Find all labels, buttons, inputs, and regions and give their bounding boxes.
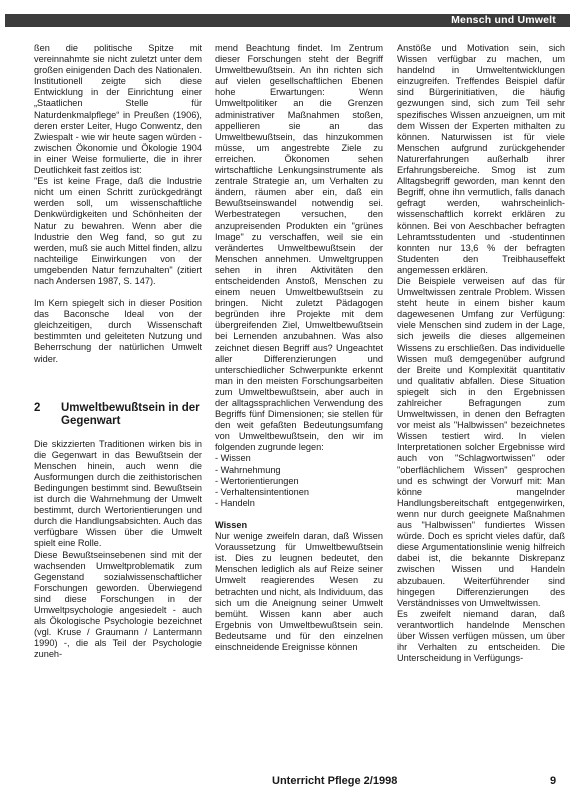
column-3 [397,43,565,664]
list-item: - Wahrnehmung [215,464,281,475]
paragraph: Anstöße und Motivation sein, sich Wissen verfügbar zu machen, um handelnd in Umweltentwicklungen einzugreifen. Treffendes Beispiel dafür sind Bürgerinitiativen, die häufig gezwungen sind, sich zum Teil sehr spezifisches Wissen anzueignen, um mit dem Wissen der Experten mithalten zu können. Naturwissen ist für viele Menschen aufgrund zurückgehender Naturerfahrungen außerhalb ihrer Erfahrungsbereiche. Smog ist zum Alltagsbegriff geworden, man kennt den Begriff, ohne ihn vermutlich, falls danach gefragt werden, wahrscheinlich-wissenschaftlich korrekt erklären zu können. Bei von Aeschbacher befragten Lehramtsstudenten und -studentinnen konnten nur 13,6 % der befragten Studenten den Treibhauseffekt angemessen erklären. [397,43,565,275]
dimension-list [215,453,383,508]
column-1 [34,43,202,661]
paragraph: Im Kern spiegelt sich in dieser Position das Baconsche Ideal von der gleichzeitigen, durch Wissenschaft bestimmten und geleiteten Nutzung und Beherrschung der natürlichen Umwelt wider. [34,298,202,364]
page-number: 9 [550,775,557,787]
list-item: - Wissen [215,453,251,464]
list-item: - Handeln [215,497,255,508]
section-title: Mensch und Umwelt [451,14,556,26]
paragraph: Die skizzierten Traditionen wirken bis in die Gegenwart in das Bewußtsein der Menschen hinein, auch wenn die Ausformungen durch die zeithistorischen Bedingungen bestimmt sind. Bewußtsein ist durch die Wahrnehmung der Umwelt bestimmt, durch Wertorientierungen und durch die Handlungsabsichten. Auch das verfügbare Wissen über die Umwelt spielt eine Rolle. [34,438,202,549]
quote-paragraph: "Es ist keine Frage, daß die Industrie nicht um einen Schritt zurückgedrängt werden soll, um wissenschaftliche Denkwürdigkeiten und Schönheiten der Natur zu bewahren. Wenn aber die Industrie den Weg fand, so gut zu werden, muß sie auch Mittel finden, allzu nachteilige Einwirkungen von der umgebenden Natur fernzuhalten" (zitiert nach Andersen 1987, S. 147). [34,176,202,286]
paragraph: Diese Bewußtseinsebenen sind mit der wachsenden Umweltproblematik zum Gegenstand sozialwissenschaftlicher Forschungen geworden. Überwiegend sind diese Forschungen in der Umweltpsychologie angesiedelt - auch als Ökologische Psychologie bezeichnet (vgl. Kruse / Graumann / Lantermann 1990) -, die als Teil der Psychologie zuneh- [34,549,202,660]
journal-issue: Unterricht Pflege 2/1998 [272,775,398,787]
subheading-wissen: Wissen [215,519,248,530]
paragraph: Die Beispiele verweisen auf das für Umweltwissen zentrale Problem. Wissen steht heute in einem bisher kaum dagewesenen Umfang zur Verfügung: viele Menschen sind zudem in der Lage, sich jeweils die dieses allgemeinen Wissens zu erschließen. Das individuelle Wissen muß demgegenüber aufgrund der Breite und Komplexität quantitativ und qualitativ abfallen. Diese Situation spiegelt sich in den Ergebnissen zahlreicher Befragungen zum Umweltwissen, in denen den Befragten vor meist als "Halbwissen" bezeichnetes Wissen testiert wird. In vielen Interpretationen solcher Ergebnisse wird auch von "Schlagwortwissen" oder "oberflächlichem Wissen" gesprochen und es schwingt der Vorwurf mit: Man könne mangelnder Handlungsbereitschaft entgegenwirken, wenn nur durch geeignete Maßnahmen aus "Halbwissen" fundiertes Wissen würde. Doch es spricht vieles dafür, daß diese Argumentationslinie wenig hilfreich dabei ist, die bekannte Diskrepanz zwischen Wissen und Handeln abzubauen. Weiterführender sind hingegen Differenzierungen des Verständnisses von Umweltwissen. [397,275,565,608]
paragraph: Es zweifelt niemand daran, daß verantwortlich handelnde Menschen über Wissen verfügen müssen, um über ihr Verhalten zu entscheiden. Die Unterscheidung in Verfügungs- [397,608,565,664]
paragraph: ßen die politische Spitze mit vereinnahmte sie nicht zuletzt unter dem großen einigenden Dach des Nationalen. Institutionell zeigte sich diese Entwicklung in der Einrichtung einer „Staatlichen Stelle für Naturdenkmalpflege“ in Preußen (1906), deren erster Leiter, Hugo Conwentz, den Zwiespalt - wie wir heute sagen würden - zwischen Ökonomie und Ökologie 1904 in einer Weise formulierte, die in ihrer Deutlichkeit fast zeitlos ist: [34,43,202,176]
paragraph: Nur wenige zweifeln daran, daß Wissen Voraussetzung für Umweltbewußtsein ist. Dies zu leugnen bedeutet, den Menschen lediglich als auf Reize seiner Umwelt reagierendes Wesen zu betrachten und nicht, als Individuum, das sich um die Aneignung seiner Umwelt bemüht. Wissen kann aber auch Ergebnis von Umweltbewußtsein sein. Bedeutsame und für den einzelnen einschneidende Ereignisse können [215,531,383,652]
section-heading [34,402,202,428]
section-heading-title: Umweltbewußtsein in der Gegenwart [61,401,200,427]
list-item: - Verhaltensintentionen [215,486,309,497]
column-2 [215,43,383,653]
footer [0,775,579,791]
header-band [5,14,570,27]
list-item: - Wertorientierungen [215,475,299,486]
paragraph: mend Beachtung findet. Im Zentrum dieser Forschungen steht der Begriff Umweltbewußtsein. An ihn richten sich auf vielen gesellschaftlichen Ebenen hohe Erwartungen: Wenn Umweltpolitiker an die Grenzen administrativer Maßnahmen stoßen, appellieren sie an das Umweltbewußtsein, das hinzukommen müsse, um angestrebte Ziele zu erreichen. Ökonomen sehen wirtschaftliche Lenkungsinstrumente als zentrale Strategie an, um Verhalten zu ändern, räumen aber ein, daß ein Bewußtseinswandel notwendig sei. Werbestrategen versuchen, den anzupreisenden Produkten ein "grünes Image" zu verschaffen, weil sie ein verändertes Umweltbewußtsein der Menschen annehmen. Umweltgruppen sehen in ihren Aktivitäten den entscheidenden Anstoß, Menschen zu einem neuen Umweltbewußtsein zu bringen. Nicht zuletzt Pädagogen begründen ihre Projekte mit dem übergreifenden Ziel, Umweltbewußtsein bei Lernenden anzubahnen. Was also zeichnet diesen Begriff aus? Ungeachtet aller Differenzierungen und unterschiedlicher Schwerpunkte erkennt man in den meisten Forschungsarbeiten zum Umweltbewußtsein, aber auch in der alltagssprachlichen Verwendung des Begriffs fünf Dimensionen; sie stellen für den weit gefaßten Bedeutungsumfang von Umweltbewußtsein, den wir im folgenden zugrunde legen: [215,43,383,453]
section-number: 2 [34,401,41,414]
